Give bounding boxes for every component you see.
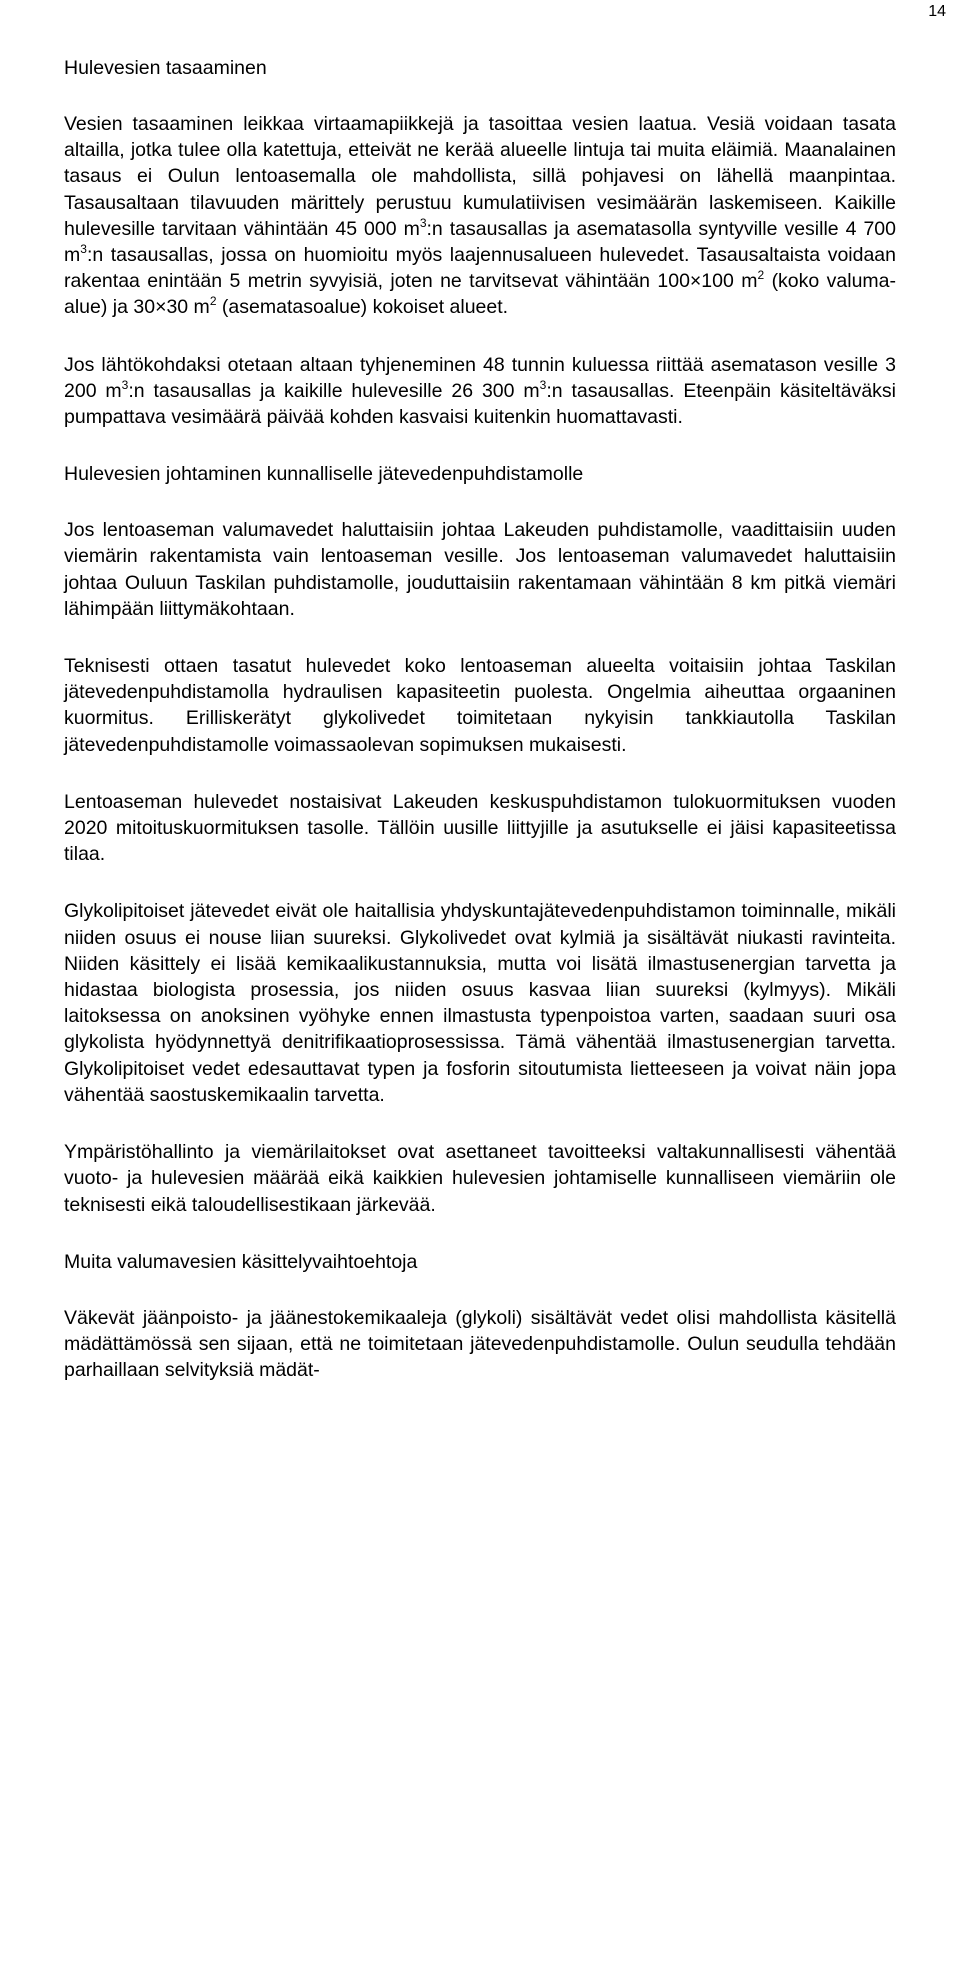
text-run: Väkevät jäänpoisto- ja jäänestokemikaaleja (glykoli) sisältävät vedet olisi mahdollista käsitellä mädättämössä sen sijaan, että ne toimitetaan jätevedenpuhdistamolle. Oulun seudulla tehdään parhaillaan selvityksiä mädät-	[64, 1306, 896, 1382]
text-run: (asematasoalue) kokoiset alueet.	[216, 296, 509, 319]
superscript: 3	[539, 377, 547, 392]
superscript: 3	[419, 215, 427, 230]
section-heading: Hulevesien johtaminen kunnalliselle jätevedenpuhdistamolle	[64, 463, 584, 486]
superscript: 3	[121, 377, 129, 392]
superscript: 2	[209, 294, 217, 309]
paragraph	[64, 789, 896, 868]
section-heading: Muita valumavesien käsittelyvaihtoehtoja	[64, 1250, 418, 1273]
superscript: 3	[80, 242, 87, 257]
page-number: 14	[928, 3, 946, 20]
paragraph	[64, 653, 896, 758]
text-run: Ympäristöhallinto ja viemärilaitokset ovat asettaneet tavoitteeksi valtakunnallisesti vähentää vuoto- ja hulevesien määrää eikä kaikkien hulevesien johtamiselle kunnalliseen viemäriin ole teknisesti eikä taloudellisestikaan järkevää.	[64, 1141, 896, 1216]
text-run: (koko valuma-alue) ja 30×30 m	[64, 270, 897, 319]
text-run: Teknisesti ottaen tasatut hulevedet koko lentoaseman alueelta voitaisiin johtaa Taskilan jätevedenpuhdistamolla hydraulisen kapasiteetin puolesta. Ongelmia aiheuttaa orgaaninen kuormitus. Erilliskerätyt glykolivedet toimitetaan nykyisin tankkiautolla Taskilan jätevedenpuhdistamolle voimassaolevan sopimuksen mukaisesti.	[64, 655, 896, 756]
text-run: Lentoaseman hulevedet nostaisivat Lakeuden keskuspuhdistamon tulokuormituksen vuoden 2020 mitoituskuormituksen tasolle. Tällöin uusille liittyjille ja asutukselle ei jäisi kapasiteetissa tilaa.	[64, 790, 896, 866]
paragraph	[64, 898, 896, 1108]
paragraph	[64, 1139, 896, 1218]
paragraph	[64, 517, 896, 622]
text-run: :n tasausallas, jossa on huomioitu myös laajennusalueen hulevedet. Tasausaltaista voidaan rakentaa enintään 5 metrin syvyisiä, joten ne tarvitsevat vähintään 100×100 m	[64, 244, 896, 293]
document-body	[64, 55, 896, 1414]
paragraph	[64, 1305, 896, 1384]
text-run: Jos lähtökohdaksi otetaan altaan tyhjeneminen 48 tunnin kuluessa riittää asematason vesille 3 200 m	[64, 353, 896, 402]
text-run: Vesien tasaaminen leikkaa virtaamapiikkejä ja tasoittaa vesien laatua. Vesiä voidaan tasata altailla, jotka tulee olla katettuja, etteivät ne kerää alueelle lintuja tai muita eläimiä. Maanalainen tasaus ei Oulun lentoasemalla ole mahdollista, sillä pohjavesi on lähellä maanpintaa. Tasausaltaan tilavuuden märittely perustuu kumulatiivisen vesimäärän laskemiseen. Kaikille hulevesille tarvitaan vähintään 45 000 m	[64, 113, 896, 240]
text-run: :n tasausallas ja asematasolla syntyville vesille 4 700 m	[64, 217, 896, 267]
text-run: :n tasausallas ja kaikille hulevesille 26 300 m	[128, 379, 540, 402]
text-run: Jos lentoaseman valumavedet haluttaisiin johtaa Lakeuden puhdistamolle, vaadittaisiin uuden viemärin rakentamista vain lentoaseman vesille. Jos lentoaseman valumavedet haluttaisiin johtaa Ouluun Taskilan puhdistamolle, jouduttaisiin rakentamaan vähintään 8 km pitkä viemäri lähimpään liittymäkohtaan.	[64, 519, 896, 620]
section-heading: Hulevesien tasaaminen	[64, 57, 267, 79]
text-run: :n tasausallas. Eteenpäin käsiteltäväksi pumpattava vesimäärä päivää kohden kasvaisi kuitenkin huomattavasti.	[64, 379, 897, 429]
paragraph	[64, 352, 896, 431]
superscript: 2	[757, 268, 765, 283]
text-run: Glykolipitoiset jätevedet eivät ole haitallisia yhdyskuntajätevedenpuhdistamon toiminnalle, mikäli niiden osuus ei nouse liian suureksi. Glykolivedet ovat kylmiä ja sisältävät niukasti ravinteita. Niiden käsittely ei lisää kemikaalikustannuksia, mutta voi lisätä ilmastusenergian tarvetta ja hidastaa biologista prosessia, jos niiden osuus kasvaa liian suureksi (kylmyys). Mikäli laitoksessa on anoksinen vyöhyke ennen ilmastusta typenpoistoa varten, saadaan suuri osa glykolista hyödynnettyä denitrifikaatioprosessissa. Tämä vähentää ilmastusenergian tarvetta. Glykolipitoiset vedet edesauttavat typen ja fosforin sitoutumista lietteeseen ja voivat näin jopa vähentää saostuskemikaalin tarvetta.	[64, 900, 896, 1106]
paragraph	[64, 111, 896, 321]
